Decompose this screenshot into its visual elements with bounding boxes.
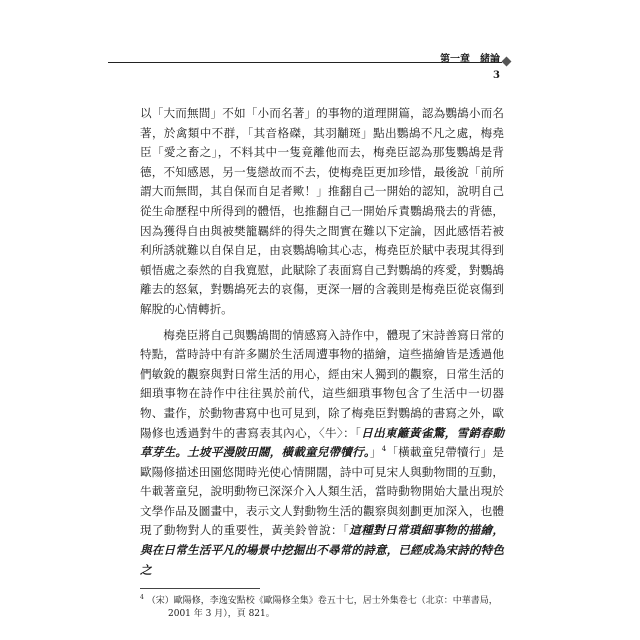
page-number: 3 (493, 70, 500, 81)
footnote-reference: 4 (381, 445, 387, 454)
ox-poem-quote: 日出東籬黃雀驚，雪銷春動草芽生。土坡平漫陂田闊，橫載童兒帶犢行。 (140, 425, 504, 460)
footnote (140, 595, 504, 621)
paragraph-2-body: 「橫載童兒帶犢行」是歐陽修描述田園悠閒時光使心情開闊，詩中可見宋人與動物間的互動，牛載著童兒，說明動物已深深介入人類生活，當時動物開始大量出現於文學作品及圖畫中，表示文人對動物生活的觀察與刻劃更加深入，也體現了動物對人的重要性，黃美鈴曾說：「 (140, 445, 504, 538)
huang-meiling-quote: 這種對日常瑣細事物的描繪，與在日常生活平凡的場景中挖掘出不尋常的詩意，已經成為宋詩的特色之 (140, 523, 504, 577)
header-rule (108, 62, 502, 63)
diamond-ornament-icon (502, 57, 512, 67)
footnote-text: （宋）歐陽修，李逸安點校《歐陽修全集》卷五十七，居士外集卷七（北京：中華書局， (146, 596, 498, 606)
footnote-rule (140, 588, 260, 589)
chapter-heading: 第一章 緒論 (440, 54, 500, 65)
body-text (140, 104, 504, 580)
footnote-text-continued: 2001 年 3 月），頁 821。 (168, 609, 275, 619)
quote-close: 」 (369, 445, 382, 460)
paragraph-2 (140, 326, 504, 581)
paragraph-2-lead: 梅堯臣將自己與鸚鴣間的情感寫入詩作中，體現了宋詩善寫日常的特點，當時詩中有許多關於生活周遭事物的描繪，這些描繪皆是透過他們敏銳的觀察與對日常生活的用心，經由宋人獨到的觀察，日常生活的細瑣事物在詩作中往往異於前代，這些細瑣事物包含了生活中一切器物、畫作，於動物書寫中也可見到，除了梅堯臣對鸚鴣的書寫之外，歐陽修也透過對牛的書寫表其內心，〈牛〉：「 (140, 327, 504, 440)
paragraph-1: 以「大而無間」不如「小而名著」的事物的道理開篇，認為鸚鴣小而名著，於禽類中不群，「其音格磔，其羽黼斑」點出鸚鴣不凡之處，梅堯臣「愛之畜之」，不料其中一隻竟離他而去，梅堯臣認為那隻鸚鴣是背德，不知感恩，另一隻戀故而不去，使梅堯臣更加珍惜，最後說「前所謂大而無間，其自保而自足者歟！」推翻自己一開始的認知，說明自己從生命歷程中所得到的體悟，也推翻自己一開始斥責鸚鴣飛去的背德，因為獲得自由與被樊籠羈絆的得失之間實在難以下定論，因此感悟若被利所誘就難以自保自足，由哀鸚鴣喻其心志，梅堯臣於賦中表現其得到頓悟處之泰然的自我寬慰，此賦除了表面寫自己對鸚鴣的疼愛，對鸚鴣離去的怒氣，對鸚鴣死去的哀傷，更深一層的含義則是梅堯臣從哀傷到解脫的心情轉折。 (140, 106, 504, 316)
footnote-number: 4 (140, 594, 144, 601)
